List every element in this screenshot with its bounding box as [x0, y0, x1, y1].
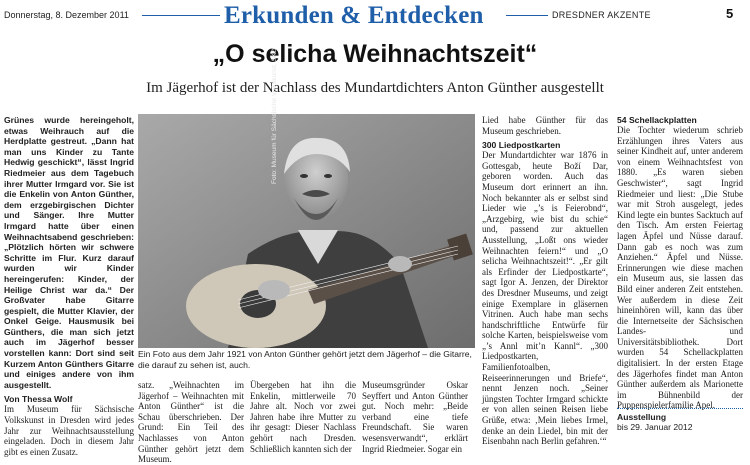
dotted-divider: [617, 408, 743, 409]
col4-subhead: 300 Liedpostkarten: [482, 140, 561, 151]
section-title: Erkunden & Entdecken: [224, 2, 484, 29]
exhibition-label: Ausstellung: [617, 412, 667, 422]
header-rule-left: [142, 15, 220, 16]
body-text-4: Museumsgründer Oskar Seyffert und Anton Günther gut. Noch mehr: „Beide verband eine tiefe Freundschaft. Sie waren wesensverwandt“, erklärt Ingrid Riedmeier. Sogar ein: [362, 380, 468, 454]
column-5: [617, 115, 743, 411]
header-rule-right: [506, 15, 548, 16]
page-number: 5: [726, 6, 734, 21]
body-text-3: Übergeben hat ihn die Enkelin, mittlerweile 70 Jahre alt. Noch vor zwei Jahren habe ihre Mutter zu ihr gesagt: Dieser Nachlass gehört nach Dresden. Schließlich kannten sich der: [250, 380, 356, 454]
body-text-2: satz. „Weihnachten im Jägerhof – Weihnachten mit Anton Günther“ ist die Schau überschrieben. Der Grund: Ein Teil des Nachlasses von Anton Günther gehört jetzt dem Museum.: [138, 380, 244, 465]
body-text-1: Im Museum für Sächsische Volkskunst in Dresden wird jedes Jahr zur Weihnachtsausstellung eingeladen. Doch in diesem Jahr gibt es einen Zusatz.: [4, 404, 134, 457]
article-headline: „O selicha Weihnachtszeit“: [212, 40, 538, 68]
issue-date: Donnerstag, 8. Dezember 2011: [4, 10, 129, 20]
col5-subhead: 54 Schellackplatten: [617, 115, 697, 125]
author-line: Von Thessa Wolf: [4, 394, 73, 405]
photo-illustration: [138, 114, 475, 348]
exhibition-info: [617, 408, 743, 432]
column-4: [482, 115, 608, 447]
lead-text: Grünes wurde hereingeholt, etwas Weihrauch auf die Herdplatte gestreut. „Dann hat man uns Kinder zu Tante Hedwig geschickt“, lässt Ingrid Riedmeier aus dem Tagebuch ihrer Mutter Irmgard vor. Sie ist die Enkelin von Anton Günther, dem erzgebirgischen Dichter und Sänger. Ihre Mutter Irmgard hatte über einen Weihnachtsabend geschrieben: „Plötzlich hörten wir schwere Schritte im Flur. Kurz darauf wurden wir Kinder hereingerufen: Kinder, der Heilige Christ war da.“ Der Großvater habe Gitarre gespielt, die Mutter Klavier, der Onkel Geige. Hausmusik bei Günthers, die man sich jetzt auch im Jägerhof besser vorstellen kann: Dort sind seit Kurzem Anton Günthers Gitarre und einiges andere von ihm ausgestellt.: [4, 115, 134, 390]
page-header: [0, 0, 750, 30]
exhibition-dates: bis 29. Januar 2012: [617, 422, 693, 432]
photo-caption: Ein Foto aus dem Jahr 1921 von Anton Günther gehört jetzt dem Jägerhof – die Gitarre, die darauf zu sehen ist, auch.: [138, 349, 472, 370]
col5-text: Die Tochter wiederum schrieb Erzählungen ihres Vaters aus seiner Kindheit auf, unter anderem von einem Weihnachtsfest von 1880. „Es waren sieben Geschwister“, sagt Ingrid Riedmeier und liest: „Die Stube war mit Stroh ausgelegt, jedes Kind legte ein buntes Sacktuch auf den Tisch. Am ersten Feiertag lagen Äpfel und Nüsse darauf. Dann gab es noch was zum Anziehen.“ Äpfel und Nüsse. Erinnerungen wie diese machen ein Museum aus, sie lassen das Bild einer anderen Zeit entstehen. Wer außerdem in diese Zeit hineinhören will, kann das über die Internetseite der Sächsischen Landes- und Universitätsbibliothek. Dort wurden 54 Schellackplatten digitalisiert. In der ersten Etage des Jägerhofes findet man Anton Günther außerdem als Marionette im Bühnenbild der Puppenspielerfamilie Apel.: [617, 125, 743, 411]
lead-column: [4, 115, 134, 457]
col4-text: Der Mundartdichter war 1876 in Gottesgab, heute Boží Dar, geboren worden. Auch das Museum dort erinnert an ihn. Noch bekannter als er selbst sind Lieder wie „’s is Feierobnd“, „Arzgebirg, wie bist du schie“ und, passend zur aktuellen Ausstellung, „Loßt ons wieder Weihnachten feiern!“ und „O selicha Weihnachtszeit!“. „Er gilt als Erfinder der Liedpostkarte“, sagt Igor A. Jenzen, der Direktor des Dresdner Museums, und zeigt einige Exemplare in gläsernen Vitrinen. Auch habe man sechs handschriftliche Entwürfe für solche Karten, beispielsweise vom „’s Annl mit’n Kannl“. „300 Liedpostkarten, Familienfotoalben, Reiseerinnerungen und Briefe“, nennt Jenzen noch. „Seiner jüngsten Tochter Irmgard schickte er von allen seinen Reisen liebe Grüße, etwa: ‚Mein liebes Irmel, denke an dein Liedel, bin mit der Eisenbahn nach Berlin gefahren.‘“: [482, 150, 608, 447]
photo-credit: Foto: Museum für Sächsische Volkskunst, SKD: [271, 48, 278, 184]
col4-intro: Lied habe Günther für das Museum geschrieben.: [482, 115, 608, 136]
publication-name: DRESDNER AKZENTE: [552, 10, 651, 20]
article-subhead: Im Jägerhof ist der Nachlass des Mundartdichters Anton Günther ausgestellt: [146, 80, 604, 96]
